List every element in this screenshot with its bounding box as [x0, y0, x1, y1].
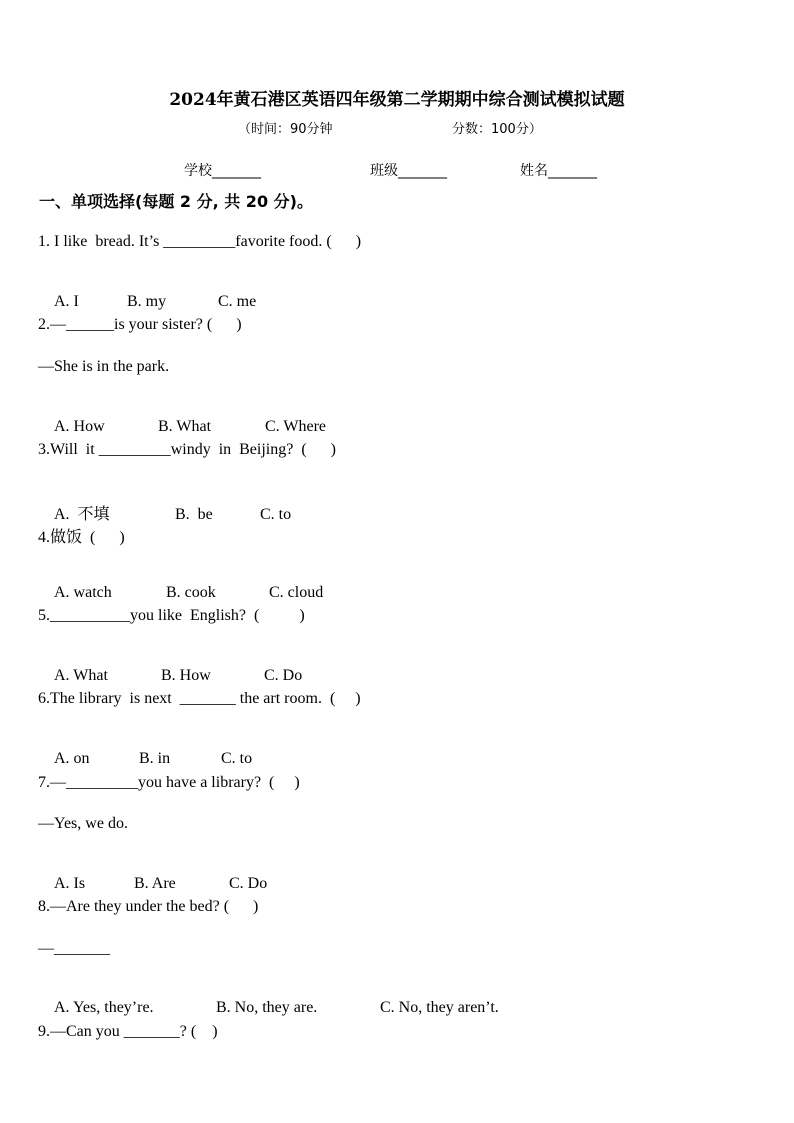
option-a: A. on [54, 750, 90, 767]
question-stem: 1. I like bread. It’s _________favorite food. ( ) [38, 233, 362, 250]
option-a: A. watch [54, 584, 112, 601]
question-stem: 9.—Can you _______? ( ) [38, 1023, 218, 1040]
option-a: A. How [54, 418, 105, 435]
question-stem: 6.The library is next _______ the art room. ( ) [38, 690, 361, 707]
option-b: B. be [175, 506, 213, 523]
option-b: B. Are [134, 875, 176, 892]
option-a: A. What [54, 667, 108, 684]
option-c: C. Where [265, 418, 327, 435]
question-stem: 4.做饭 ( ) [38, 529, 125, 546]
question-stem: 8.—Are they under the bed? ( ) [38, 898, 259, 915]
option-b: B. my [127, 293, 167, 310]
class-field: 班级_______ [370, 163, 447, 179]
question-stem: 2.—______is your sister? ( ) [38, 316, 242, 333]
question-stem: 3.Will it _________windy in Beijing? ( ) [38, 441, 336, 458]
option-b: B. How [161, 667, 211, 684]
question-stem: 5.__________you like English? ( ) [38, 607, 305, 624]
exam-title: 2024年黄石港区英语四年级第二学期期中综合测试模拟试题 [169, 90, 625, 110]
option-c: C. cloud [269, 584, 324, 601]
option-b: B. cook [166, 584, 216, 601]
name-field: 姓名_______ [520, 163, 597, 179]
section-title: 一、单项选择(每题 2 分, 共 20 分)。 [39, 192, 313, 211]
question-dialogue: —_______ [38, 940, 110, 957]
option-b: B. No, they are. [216, 999, 318, 1016]
option-a: A. Yes, they’re. [54, 999, 154, 1016]
school-field: 学校_______ [184, 163, 261, 179]
question-dialogue: —Yes, we do. [38, 815, 128, 832]
option-c: C. me [218, 293, 257, 310]
option-b: B. What [158, 418, 212, 435]
option-c: C. to [221, 750, 253, 767]
option-c: C. Do [229, 875, 268, 892]
option-a: A. 不填 [54, 506, 110, 523]
option-c: C. Do [264, 667, 303, 684]
option-b: B. in [139, 750, 171, 767]
exam-score: 分数：100分） [452, 122, 542, 137]
option-a: A. I [54, 293, 79, 310]
question-stem: 7.—_________you have a library? ( ) [38, 774, 300, 791]
option-c: C. to [260, 506, 292, 523]
option-c: C. No, they aren’t. [380, 999, 499, 1016]
exam-time: （时间：90分钟 [238, 122, 333, 137]
question-dialogue: —She is in the park. [38, 358, 170, 375]
option-a: A. Is [54, 875, 86, 892]
